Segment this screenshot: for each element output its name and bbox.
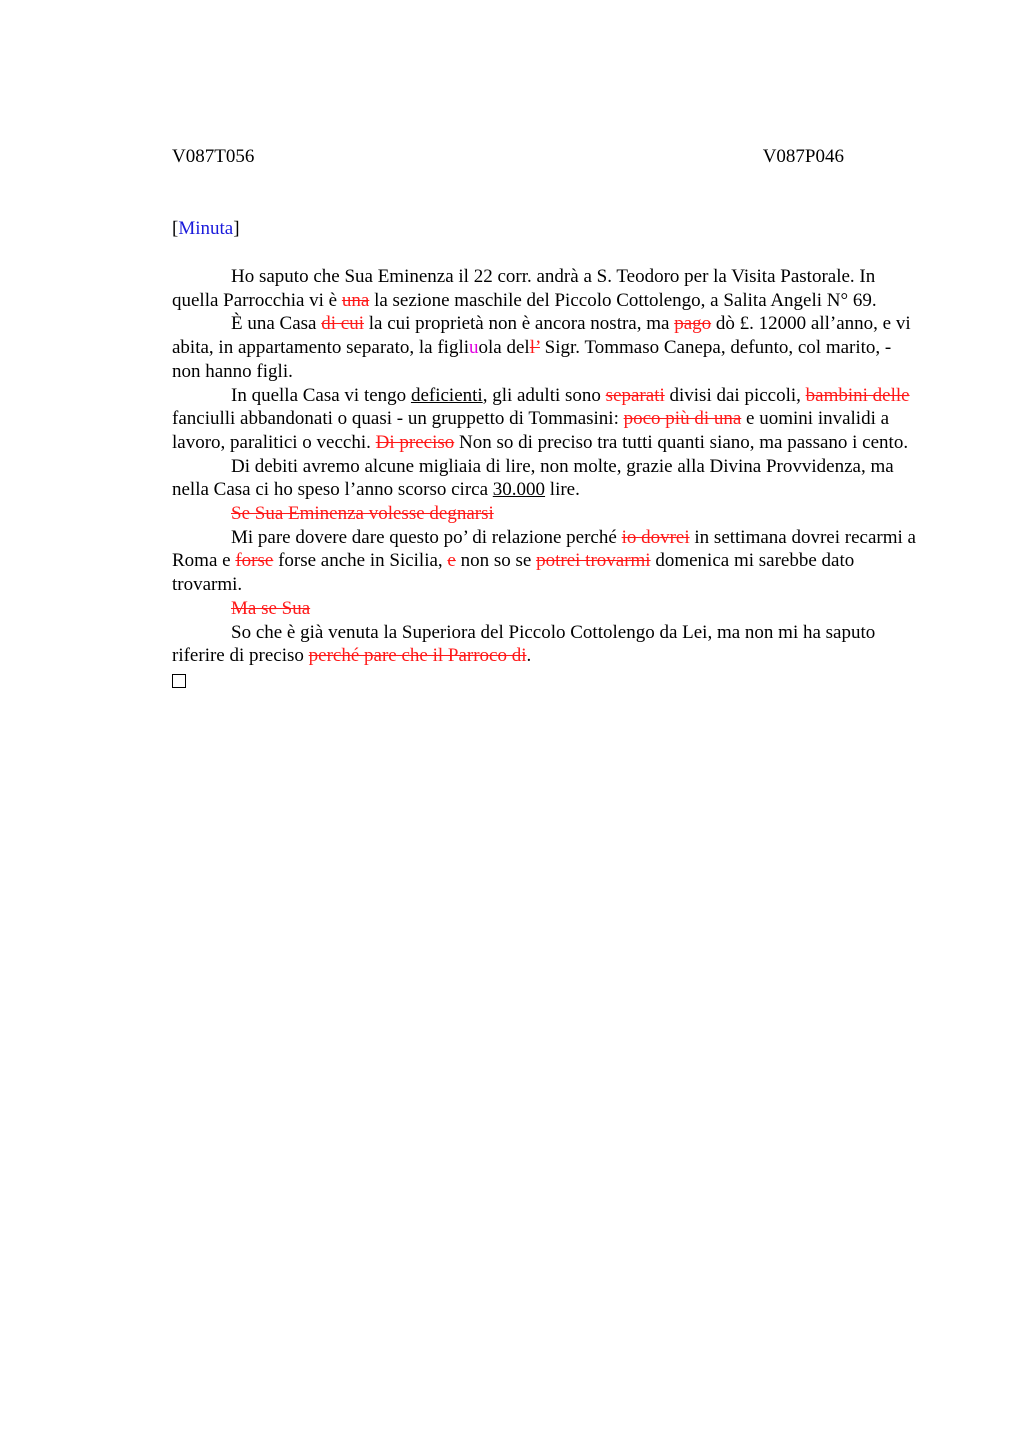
paragraph-7 (172, 597, 924, 621)
p2-deletion-2: pago (674, 313, 712, 335)
paragraph-8 (172, 621, 924, 668)
minuta-close-bracket: ] (233, 218, 240, 239)
p6-text-e: domenica mi sarebbe dato trovarmi. (172, 550, 855, 596)
p2-text-c: dò £. 12000 all’anno, e vi abita, in appartamento separato, la figli (172, 313, 911, 359)
p3-deletion-1: separati (605, 384, 665, 406)
p2-deletion-3: l’ (529, 337, 540, 359)
p4-text-a: Di debiti avremo alcune migliaia di lire, non molte, grazie alla Divina Provvidenza, ma nella Casa ci ho speso l’anno scorso circa (172, 455, 894, 501)
p6-text-c: forse anche in Sicilia, (273, 550, 448, 572)
p1-text-a: Ho saputo che Sua Eminenza il 22 corr. andrà a S. Teodoro per la Visita Pastorale. In quella Parrocchia vi è (172, 266, 876, 311)
p3-deletion-4: Di preciso (375, 431, 455, 453)
p2-deletion-1: di cui (321, 313, 364, 335)
p4-text-b: lire. (545, 479, 580, 501)
end-mark-square-icon (172, 674, 186, 688)
p3-text-d: fanciulli abbandonati o quasi - un gruppetto di Tommasini: (172, 408, 624, 430)
p2-text-d: ola del (478, 337, 530, 359)
p2-insertion-1: u (469, 337, 479, 359)
p6-deletion-2: forse (235, 550, 274, 572)
p3-text-e: e uomini invalidi a lavoro, paralitici o vecchi. (172, 408, 890, 453)
p3-deletion-2: bambini delle (805, 384, 910, 406)
paragraph-1 (172, 265, 924, 312)
minuta-label (172, 217, 924, 241)
p2-text-a: È una Casa (231, 313, 322, 335)
p3-text-c: divisi dai piccoli, (664, 384, 806, 406)
document-header (172, 145, 924, 169)
paragraph-2 (172, 312, 924, 383)
letter-body (172, 265, 924, 688)
p6-text-a: Mi pare dovere dare questo po’ di relazione perché (231, 526, 622, 548)
header-right-code: V087P046 (762, 146, 844, 167)
p1-deletion-1: una (341, 289, 370, 311)
p4-underline-1: 30.000 (492, 479, 546, 501)
p5-deletion-1: Se Sua Eminenza volesse degnarsi (231, 503, 494, 525)
p3-text-b: , gli adulti sono (482, 384, 606, 406)
p2-text-b: la cui proprietà non è ancora nostra, ma (363, 313, 675, 335)
p7-deletion-1: Ma se Sua (231, 597, 311, 619)
p6-text-d: non so se (455, 550, 537, 572)
p6-deletion-3: e (447, 550, 456, 572)
document-page (172, 145, 924, 688)
p8-text-b: . (526, 645, 532, 667)
p1-text-b: la sezione maschile del Piccolo Cottolengo, a Salita Angeli N° 69. (369, 289, 877, 311)
p8-text-a: So che è già venuta la Superiora del Piccolo Cottolengo da Lei, ma non mi ha saputo riferire di preciso (172, 621, 876, 667)
p2-text-e: Sigr. Tommaso Canepa, defunto, col marito, - non hanno figli. (172, 337, 892, 382)
p3-deletion-3: poco più di una (623, 408, 742, 430)
paragraph-6 (172, 526, 924, 597)
p3-text-f: Non so di preciso tra tutti quanti siano, ma passano i cento. (454, 431, 909, 453)
minuta-word: Minuta (178, 218, 234, 239)
p8-deletion-1: perché pare che il Parroco di (308, 645, 527, 667)
paragraph-3 (172, 384, 924, 455)
paragraph-4 (172, 455, 924, 502)
p3-text-a: In quella Casa vi tengo (231, 384, 411, 406)
minuta-open-bracket: [ (172, 218, 179, 239)
paragraph-5 (172, 502, 924, 526)
p6-deletion-4: potrei trovarmi (536, 550, 651, 572)
p3-underline-1: deficienti (410, 384, 483, 406)
p6-deletion-1: io dovrei (621, 526, 690, 548)
p6-text-b: in settimana dovrei recarmi a Roma e (172, 526, 916, 572)
header-left-code: V087T056 (172, 146, 255, 167)
